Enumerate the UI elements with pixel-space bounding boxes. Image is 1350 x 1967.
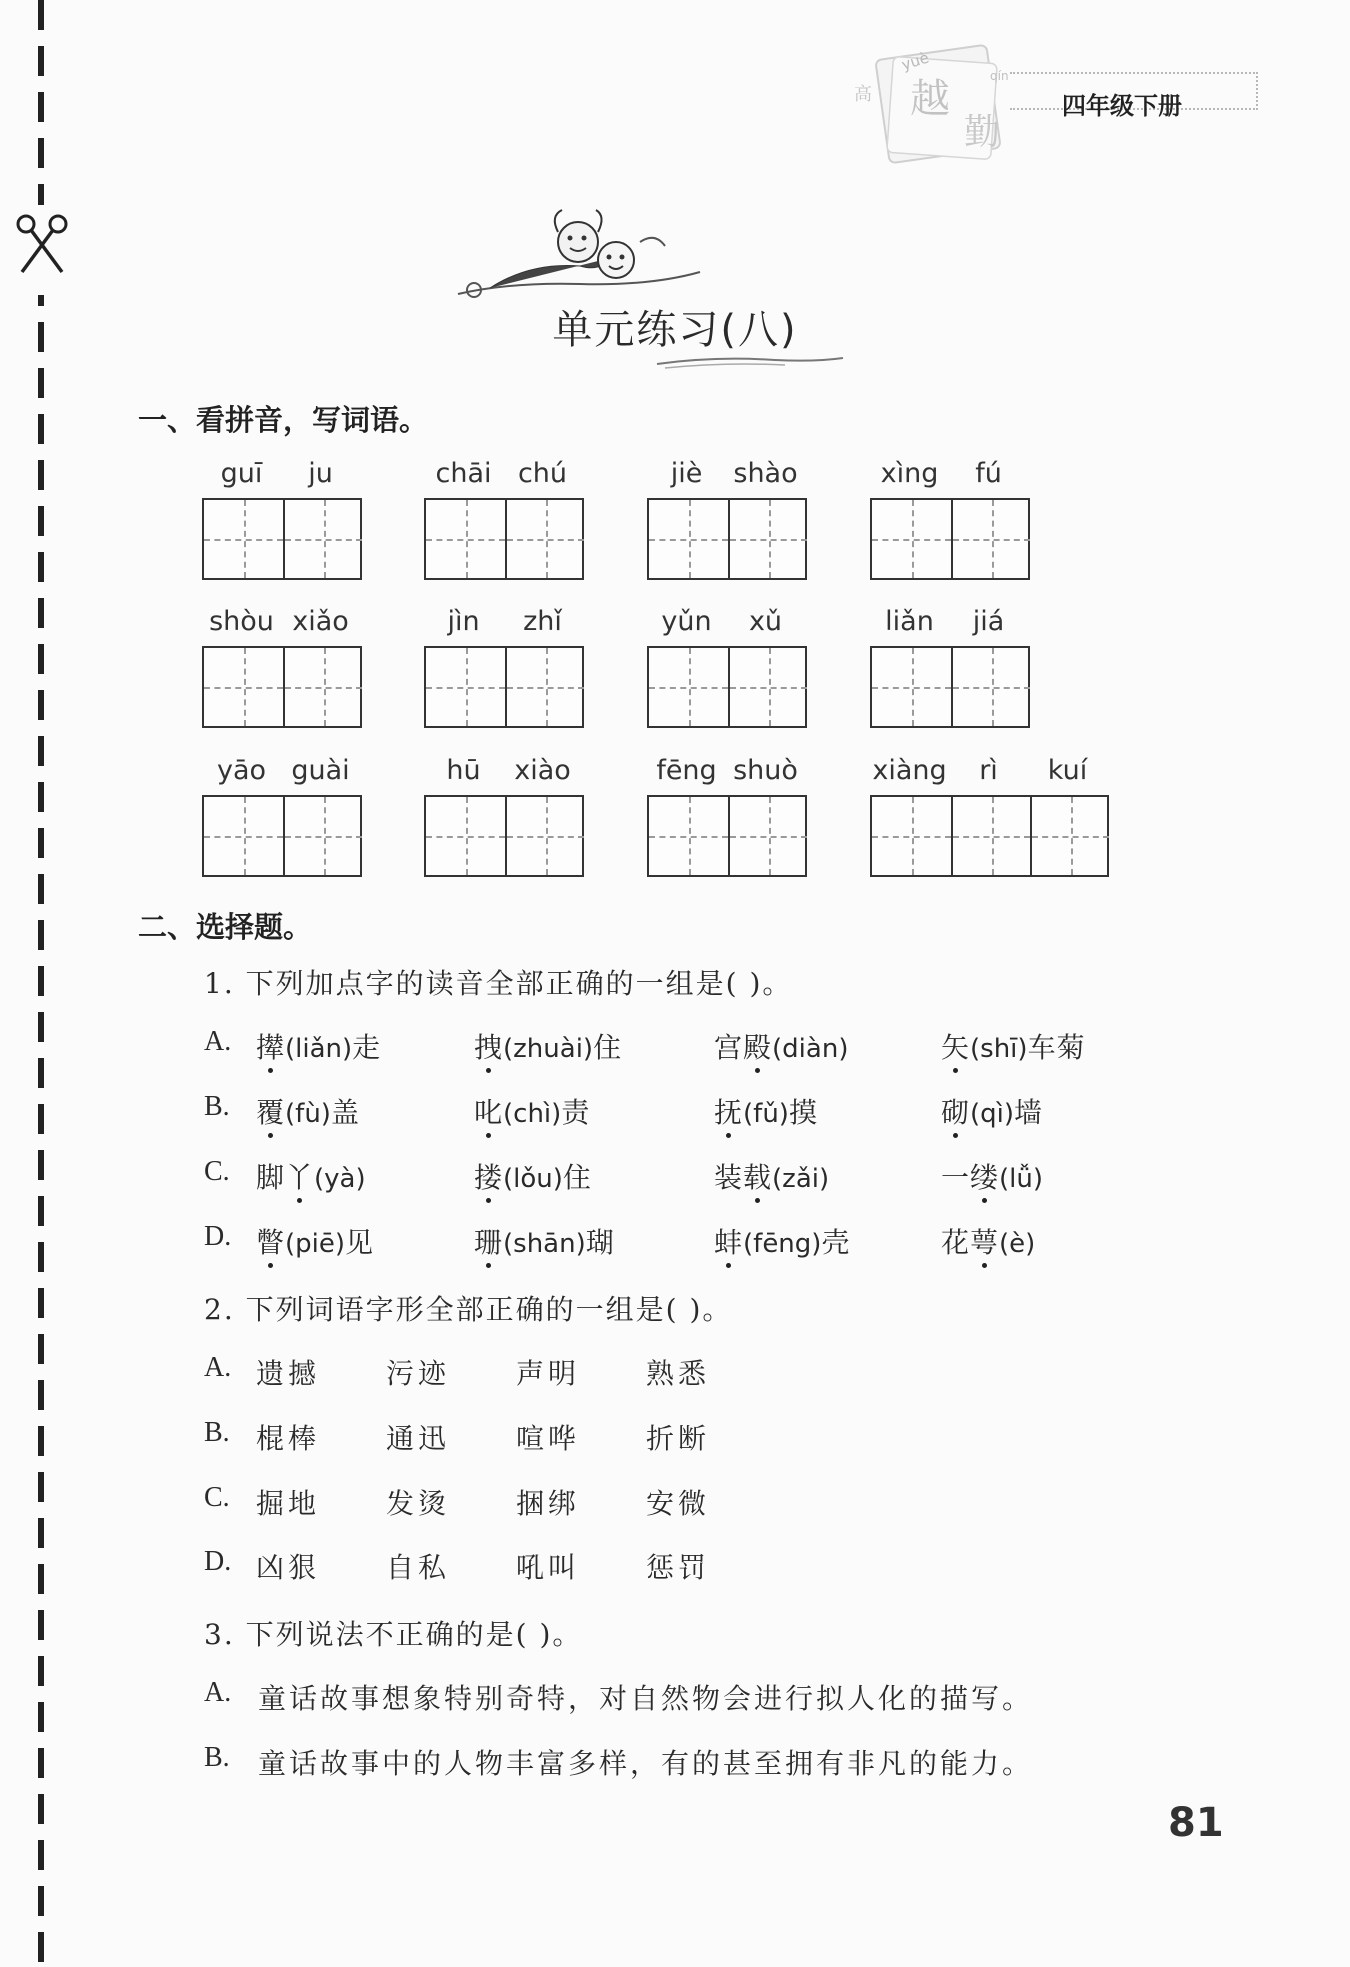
dotted-char: 丫 [285,1156,314,1196]
question-2-text: 2. 下列词语字形全部正确的一组是( )。 [204,1293,733,1326]
dotted-char: 拽 [474,1026,503,1066]
pronunciation-item [256,1026,381,1066]
kids-illustration [450,202,710,312]
dotted-char: 殿 [743,1026,772,1066]
pronunciation-item [474,1156,592,1196]
writing-box[interactable] [204,648,283,726]
writing-boxes[interactable] [647,795,807,877]
pinyin-reading: (shān) [503,1229,586,1259]
pinyin-syllable: jìn [447,606,480,637]
writing-box[interactable] [204,500,283,578]
item-tail: 盖 [330,1096,360,1129]
yueqin-logo [850,38,1030,168]
option-letter: D. [204,1221,232,1252]
pinyin-reading: (liǎn) [285,1034,353,1064]
writing-box[interactable] [505,797,584,875]
pinyin-syllable: yǔn [661,606,712,637]
pinyin-reading: (diàn) [772,1034,849,1064]
writing-boxes[interactable] [647,646,807,728]
scissors-icon [14,214,70,276]
dotted-char: 砌 [941,1091,970,1131]
pinyin-syllable: xǔ [748,606,783,637]
pronunciation-item [714,1156,829,1196]
pinyin-syllable: guī [220,458,263,489]
pinyin-reading: (è) [999,1229,1036,1259]
pinyin-reading: (fǔ) [743,1099,789,1129]
item-prefix: 花 [941,1226,971,1259]
pronunciation-item [256,1156,366,1196]
item-tail: 摸 [788,1096,818,1129]
dotted-char: 珊 [474,1221,503,1261]
logo-mark-left: 高 [854,84,872,105]
writing-box[interactable] [649,500,728,578]
pinyin-reading: (shī) [970,1034,1028,1064]
pronunciation-item [474,1091,590,1131]
pinyin-syllable: rì [979,755,998,786]
item-tail: 住 [562,1161,592,1194]
pinyin-syllable: xiàng [872,755,947,786]
writing-boxes[interactable] [202,795,362,877]
page-number: 81 [1168,1800,1224,1846]
pinyin-syllable: jiá [972,606,1005,637]
writing-boxes[interactable] [424,646,584,728]
item-tail: 墙 [1014,1096,1044,1129]
pronunciation-item [941,1221,1035,1261]
word-option: 污迹 [386,1357,451,1390]
pinyin-syllable: zhǐ [523,606,562,637]
word-option: 发烫 [386,1487,451,1520]
pinyin-syllable: liǎn [885,606,934,637]
dotted-char: 载 [743,1156,772,1196]
pinyin-syllable: yāo [216,755,267,786]
dotted-char: 矢 [941,1026,970,1066]
word-option: 棍棒 [256,1422,321,1455]
pinyin-syllable: chú [517,458,568,489]
dotted-char: 搂 [474,1156,503,1196]
word-option: 吼叫 [516,1551,581,1584]
logo-char-yue: 越 [910,76,950,122]
writing-boxes[interactable] [870,646,1030,728]
pronunciation-item [714,1221,850,1261]
pinyin-syllable: kuí [1047,755,1088,786]
word-option: 惩罚 [646,1551,711,1584]
pinyin-reading: (piē) [285,1229,346,1259]
word-option: 掘地 [256,1487,321,1520]
dotted-char: 抚 [714,1091,743,1131]
writing-box[interactable] [426,797,505,875]
writing-box[interactable] [728,797,807,875]
writing-boxes[interactable] [424,498,584,580]
option-letter: A. [204,1026,232,1057]
word-option: 通迅 [386,1422,451,1455]
pronunciation-item [714,1026,848,1066]
question-3-text: 3. 下列说法不正确的是( )。 [204,1618,583,1651]
pinyin-reading: (zhuài) [503,1034,594,1064]
dotted-char: 蚌 [714,1221,743,1261]
option-letter: C. [204,1156,230,1187]
writing-box[interactable] [426,500,505,578]
pinyin-reading: (lǒu) [503,1164,563,1194]
pinyin-syllable: ju [308,458,333,489]
pinyin-syllable: shào [733,458,798,489]
dotted-char: 撵 [256,1026,285,1066]
pinyin-syllable: xiào [514,755,571,786]
item-prefix: 宫 [714,1031,744,1064]
option-letter: B. [204,1742,230,1773]
option-letter: B. [204,1091,230,1122]
writing-box[interactable] [283,500,362,578]
item-tail: 车菊 [1027,1031,1086,1064]
writing-box[interactable] [283,797,362,875]
pronunciation-item [941,1026,1086,1066]
pinyin-reading: (lǚ) [999,1164,1044,1194]
statement-option: 童话故事中的人物丰富多样，有的甚至拥有非凡的能力。 [258,1747,1034,1780]
pinyin-reading: (fù) [285,1099,331,1129]
writing-box[interactable] [872,648,951,726]
pinyin-reading: (chì) [503,1099,562,1129]
statement-option: 童话故事想象特别奇特，对自然物会进行拟人化的描写。 [258,1682,1034,1715]
dotted-char: 缕 [970,1156,999,1196]
writing-boxes[interactable] [870,795,1109,877]
pronunciation-item [714,1091,818,1131]
writing-box[interactable] [426,648,505,726]
title-underline [655,352,845,370]
writing-boxes[interactable] [647,498,807,580]
pinyin-syllable: shuò [733,755,798,786]
writing-boxes[interactable] [202,646,362,728]
pronunciation-item [256,1091,360,1131]
item-tail: 走 [352,1031,382,1064]
writing-box[interactable] [1030,797,1109,875]
item-prefix: 装 [714,1161,744,1194]
logo-pinyin-right: qín [990,69,1009,83]
writing-boxes[interactable] [870,498,1030,580]
writing-box[interactable] [505,500,584,578]
option-letter: D. [204,1546,232,1577]
item-tail: 瑚 [585,1226,615,1259]
word-option: 凶狠 [256,1551,321,1584]
writing-boxes[interactable] [202,498,362,580]
pinyin-syllable: xiǎo [292,606,349,637]
pinyin-syllable: fú [975,458,1002,489]
pinyin-syllable: chāi [435,458,492,489]
dotted-char: 覆 [256,1091,285,1131]
pinyin-reading: (zǎi) [772,1164,830,1194]
pinyin-syllable: guài [291,755,350,786]
section2-heading: 二、选择题。 [138,910,313,944]
pinyin-reading: (yà) [314,1164,366,1194]
pronunciation-item [941,1091,1043,1131]
logo-pinyin-top: yuè [899,48,932,75]
word-option: 熟悉 [646,1357,711,1390]
option-letter: A. [204,1352,232,1383]
item-tail: 责 [561,1096,591,1129]
dotted-char: 萼 [970,1221,999,1261]
pronunciation-item [941,1156,1043,1196]
pinyin-syllable: hū [446,755,481,786]
pinyin-reading: (qì) [970,1099,1015,1129]
word-option: 折断 [646,1422,711,1455]
cut-line [38,0,44,1967]
pinyin-syllable: shòu [209,606,274,637]
writing-box[interactable] [283,648,362,726]
question-1-text: 1. 下列加点字的读音全部正确的一组是( )。 [204,967,793,1000]
word-option: 捆绑 [516,1487,581,1520]
writing-box[interactable] [505,648,584,726]
writing-box[interactable] [872,500,951,578]
item-tail: 壳 [821,1226,851,1259]
writing-box[interactable] [649,797,728,875]
writing-box[interactable] [728,648,807,726]
pinyin-syllable: jiè [670,458,703,489]
item-prefix: 脚 [256,1161,286,1194]
word-option: 声明 [516,1357,581,1390]
pronunciation-item [474,1221,615,1261]
writing-box[interactable] [951,500,1030,578]
writing-box[interactable] [951,648,1030,726]
writing-boxes[interactable] [424,795,584,877]
section1-heading: 一、看拼音，写词语。 [138,403,429,437]
pronunciation-item [474,1026,622,1066]
writing-box[interactable] [204,797,283,875]
item-tail: 见 [345,1226,375,1259]
dotted-char: 叱 [474,1091,503,1131]
word-option: 喧哗 [516,1422,581,1455]
option-letter: A. [204,1677,232,1708]
pronunciation-item [256,1221,374,1261]
grade-label: 四年级下册 [1062,92,1182,120]
item-prefix: 一 [941,1161,971,1194]
pinyin-syllable: fēng [656,755,717,786]
logo-char-qin: 勤 [964,112,1001,153]
option-letter: B. [204,1417,230,1448]
page-title: 单元练习(八) [552,307,798,353]
option-letter: C. [204,1482,230,1513]
dotted-char: 瞥 [256,1221,285,1261]
writing-box[interactable] [649,648,728,726]
word-option: 安微 [646,1487,711,1520]
pinyin-syllable: xìng [880,458,939,489]
writing-box[interactable] [728,500,807,578]
word-option: 遗撼 [256,1357,321,1390]
item-tail: 住 [593,1031,623,1064]
writing-box[interactable] [951,797,1030,875]
word-option: 自私 [386,1551,451,1584]
pinyin-reading: (fēng) [743,1229,822,1259]
writing-box[interactable] [872,797,951,875]
